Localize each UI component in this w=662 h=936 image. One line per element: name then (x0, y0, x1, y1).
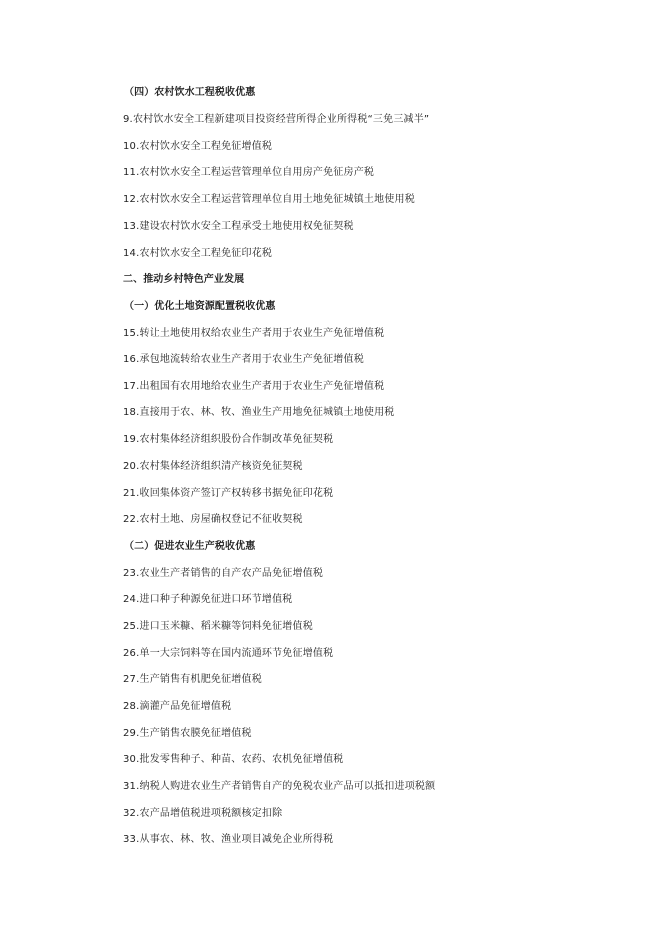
chapter-heading-rural-industry: 二、推动乡村特色产业发展 (123, 274, 245, 285)
list-item: 12.农村饮水安全工程运营管理单位自用土地免征城镇土地使用税 (123, 194, 415, 205)
section-heading-land-resources: （一）优化土地资源配置税收优惠 (124, 301, 276, 312)
list-item: 14.农村饮水安全工程免征印花税 (123, 248, 273, 259)
list-item: 20.农村集体经济组织清产核资免征契税 (123, 461, 303, 472)
list-item: 17.出租国有农用地给农业生产者用于农业生产免征增值税 (123, 381, 385, 392)
list-item: 31.纳税人购进农业生产者销售自产的免税农业产品可以抵扣进项税额 (123, 781, 436, 792)
list-item: 18.直接用于农、林、牧、渔业生产用地免征城镇土地使用税 (123, 407, 395, 418)
section-heading-agri-production: （二）促进农业生产税收优惠 (124, 541, 256, 552)
list-item: 27.生产销售有机肥免征增值税 (123, 674, 262, 685)
list-item: 33.从事农、林、牧、渔业项目减免企业所得税 (123, 834, 334, 845)
list-item: 10.农村饮水安全工程免征增值税 (123, 141, 273, 152)
list-item: 19.农村集体经济组织股份合作制改革免征契税 (123, 434, 334, 445)
list-item: 13.建设农村饮水安全工程承受土地使用权免征契税 (123, 221, 354, 232)
list-item: 26.单一大宗饲料等在国内流通环节免征增值税 (123, 648, 334, 659)
list-item: 24.进口种子种源免征进口环节增值税 (123, 594, 293, 605)
list-item: 30.批发零售种子、种苗、农药、农机免征增值税 (123, 754, 344, 765)
list-item: 21.收回集体资产签订产权转移书据免征印花税 (123, 488, 334, 499)
list-item: 11.农村饮水安全工程运营管理单位自用房产免征房产税 (123, 167, 375, 178)
list-item: 23.农业生产者销售的自产农产品免征增值税 (123, 568, 324, 579)
list-item: 29.生产销售农膜免征增值税 (123, 728, 252, 739)
list-item: 32.农产品增值税进项税额核定扣除 (123, 808, 283, 819)
list-item: 28.滴灌产品免征增值税 (123, 701, 232, 712)
section-heading-rural-water: （四）农村饮水工程税收优惠 (124, 87, 256, 98)
list-item: 15.转让土地使用权给农业生产者用于农业生产免征增值税 (123, 328, 385, 339)
list-item: 16.承包地流转给农业生产者用于农业生产免征增值税 (123, 354, 364, 365)
list-item: 25.进口玉米糠、稻米糠等饲料免征增值税 (123, 621, 313, 632)
list-item: 9.农村饮水安全工程新建项目投资经营所得企业所得税“三免三减半” (123, 114, 430, 125)
list-item: 22.农村土地、房屋确权登记不征收契税 (123, 514, 303, 525)
